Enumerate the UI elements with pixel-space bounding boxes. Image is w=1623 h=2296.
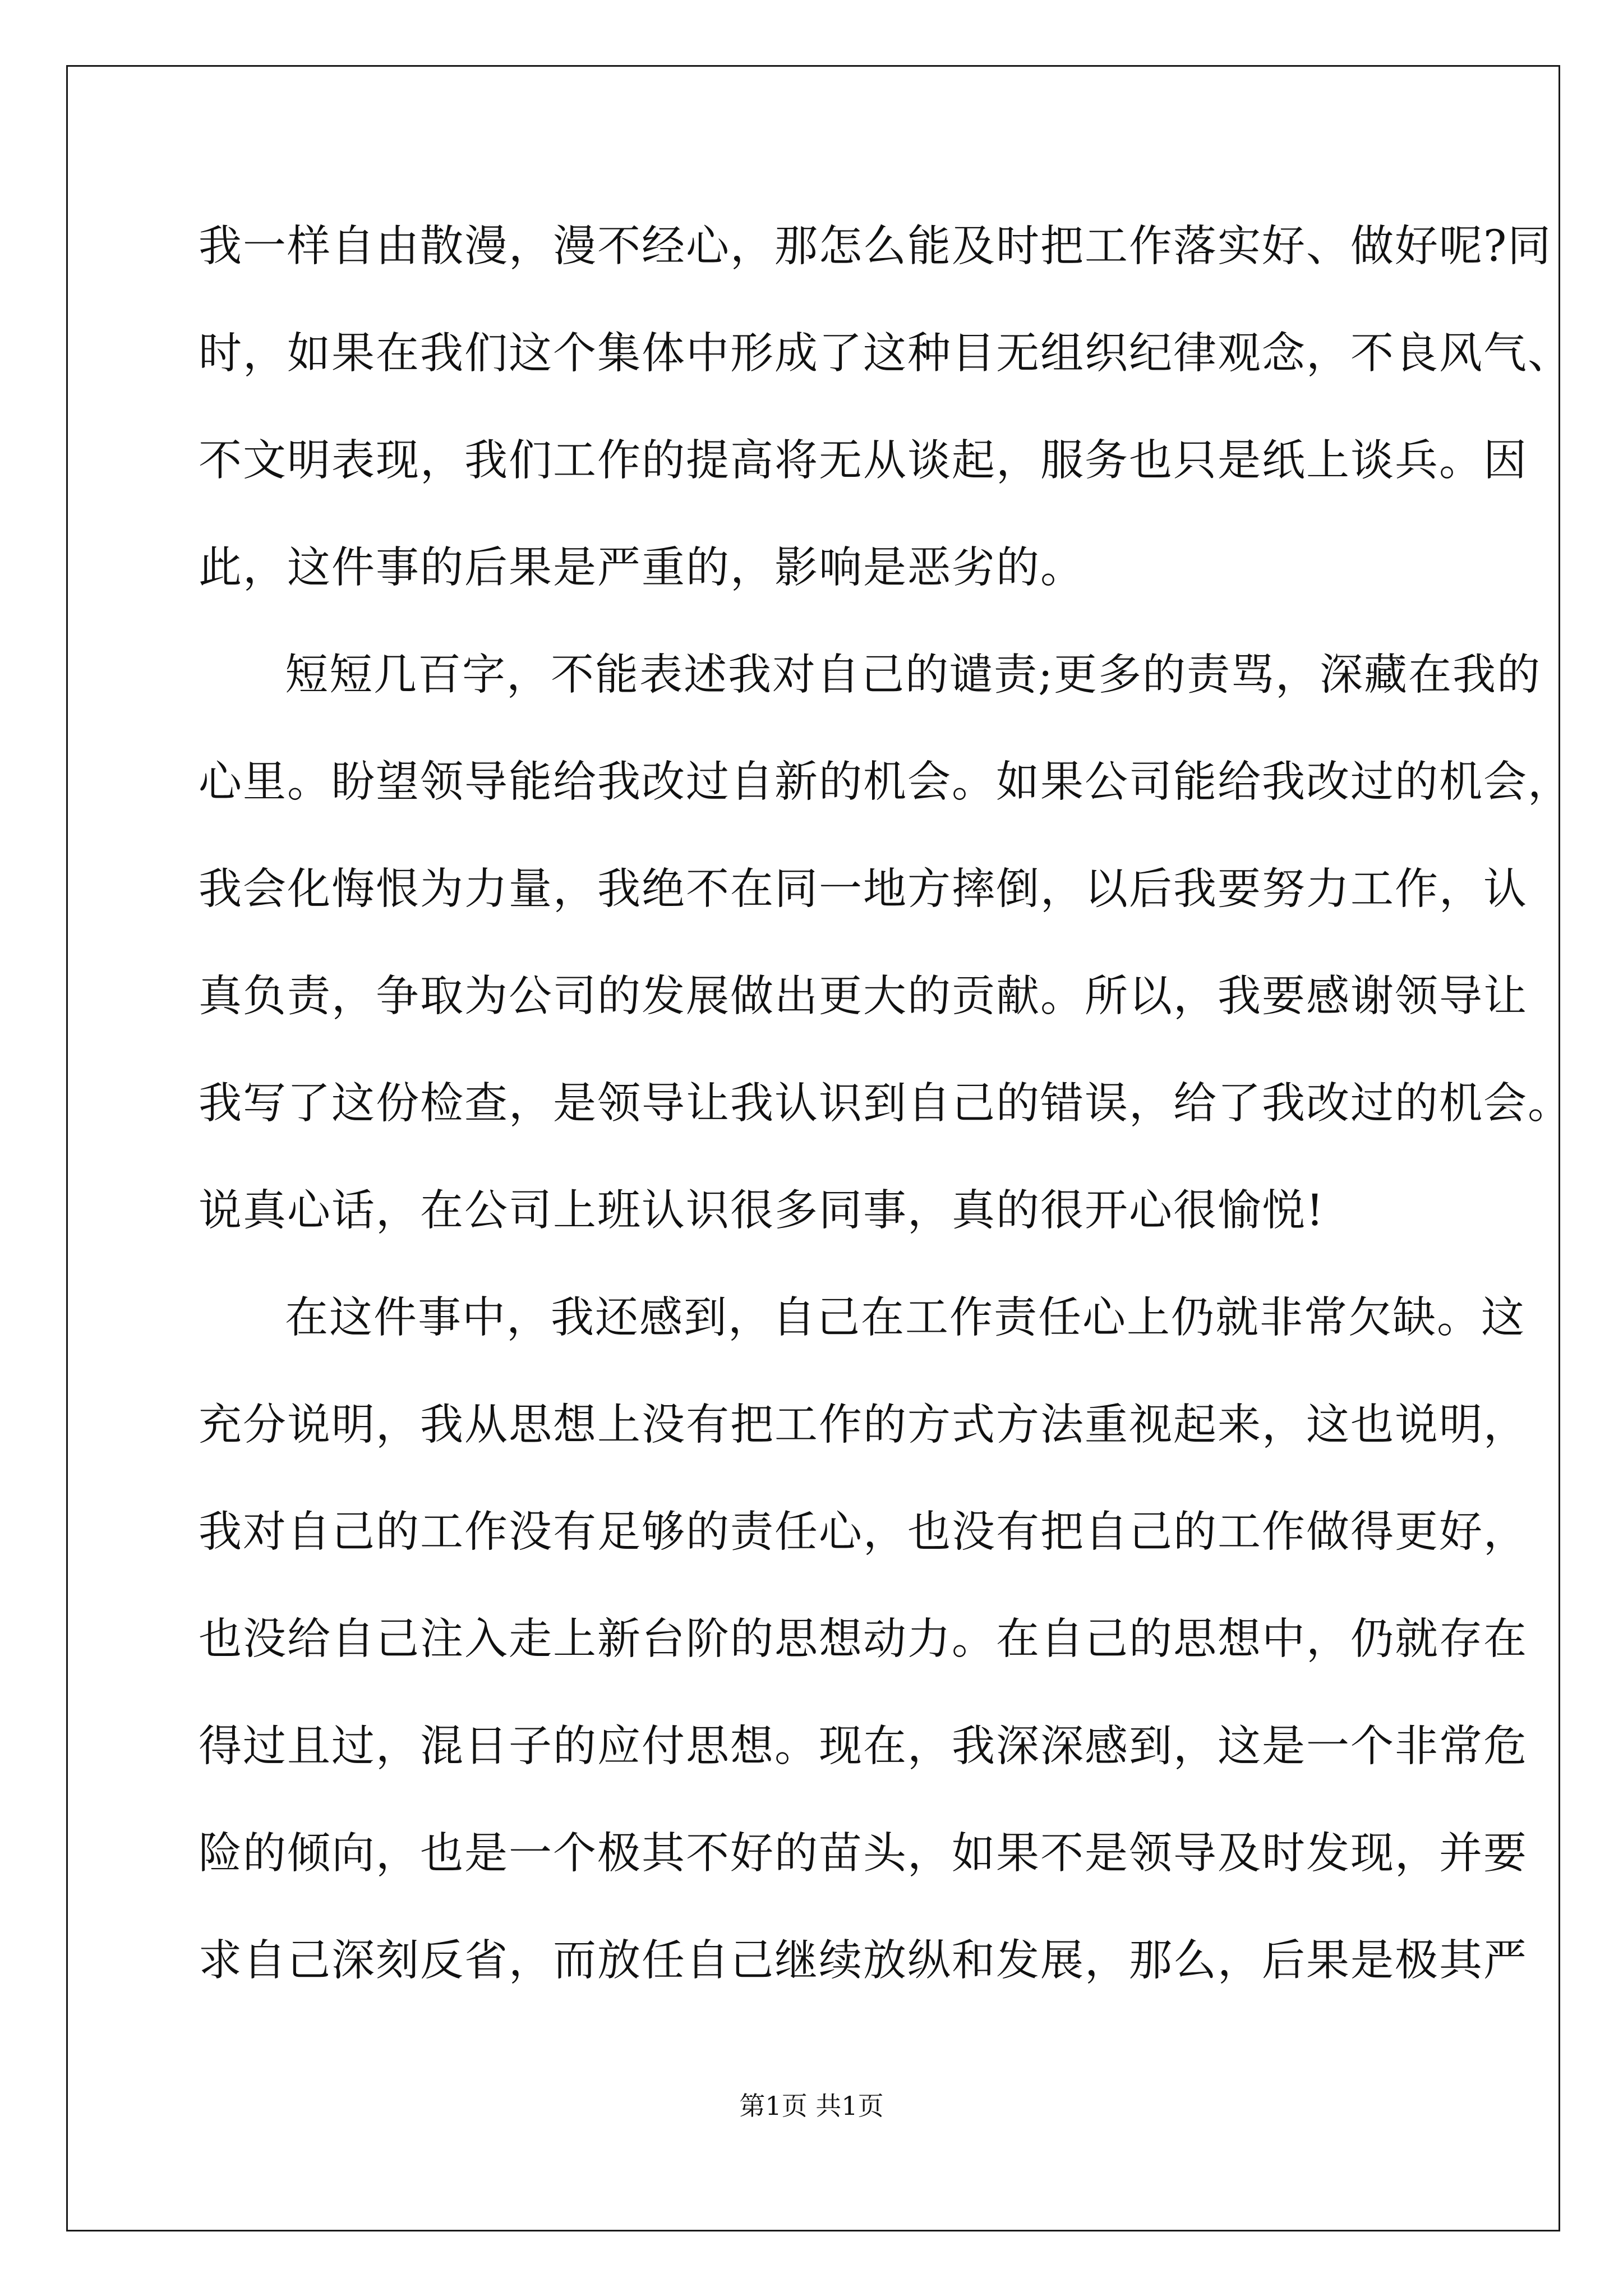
text-line: 我会化悔恨为力量，我绝不在同一地方摔倒，以后我要努力工作，认: [199, 864, 1528, 914]
text-line: 真负责，争取为公司的发展做出更大的贡献。所以，我要感谢领导让: [199, 972, 1528, 1022]
text-line: 我写了这份检查，是领导让我认识到自己的错误，给了我改过的机会。: [199, 1079, 1572, 1129]
text-line: 求自己深刻反省，而放任自己继续放纵和发展，那么，后果是极其严: [199, 1936, 1528, 1986]
text-line: 心里。盼望领导能给我改过自新的机会。如果公司能给我改过的机会，: [199, 757, 1572, 807]
text-line: 在这件事中，我还感到，自己在工作责任心上仍就非常欠缺。这: [285, 1293, 1525, 1343]
text-line: 短短几百字，不能表述我对自己的谴责;更多的责骂，深藏在我的: [285, 650, 1541, 700]
text-line: 时，如果在我们这个集体中形成了这种目无组织纪律观念，不良风气、: [199, 329, 1572, 379]
text-line: 此，这件事的后果是严重的，影响是恶劣的。: [199, 543, 1085, 593]
text-line: 也没给自己注入走上新台阶的思想动力。在自己的思想中，仍就存在: [199, 1614, 1528, 1664]
document-body: [199, 220, 1572, 2041]
text-line: 我对自己的工作没有足够的责任心，也没有把自己的工作做得更好，: [199, 1507, 1528, 1557]
text-line: 不文明表现，我们工作的提高将无从谈起，服务也只是纸上谈兵。因: [199, 436, 1528, 486]
text-line: 我一样自由散漫，漫不经心，那怎么能及时把工作落实好、做好呢?同: [199, 222, 1552, 272]
text-line: 险的倾向，也是一个极其不好的苗头，如果不是领导及时发现，并要: [199, 1829, 1528, 1879]
text-line: 说真心话，在公司上班认识很多同事，真的很开心很愉悦!: [199, 1186, 1325, 1236]
page-footer: 第1页 共1页: [739, 2091, 884, 2121]
text-line: 得过且过，混日子的应付思想。现在，我深深感到，这是一个非常危: [199, 1722, 1528, 1772]
text-line: 充分说明，我从思想上没有把工作的方式方法重视起来，这也说明，: [199, 1400, 1528, 1450]
